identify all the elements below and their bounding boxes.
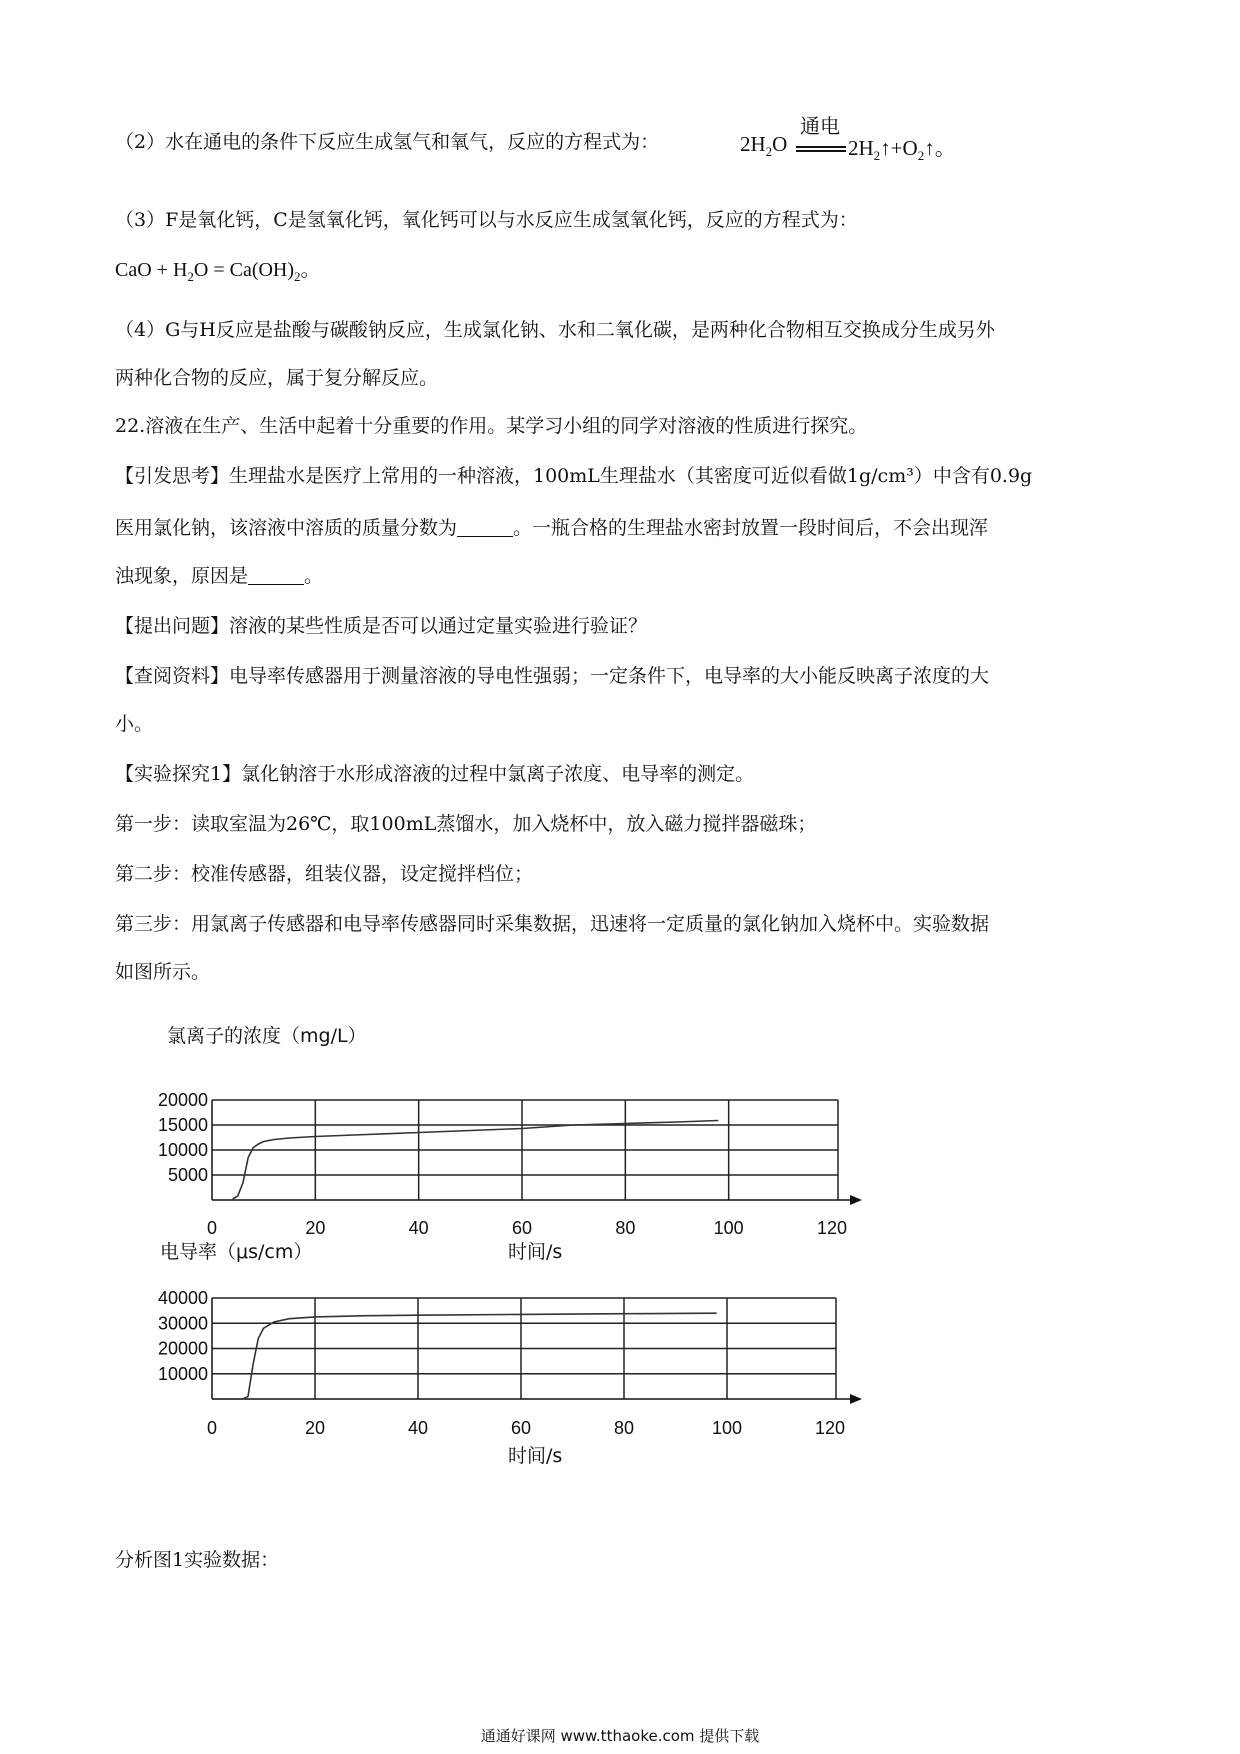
step-1: 第一步：读取室温为26℃，取100mL蒸馏水，加入烧杯中，放入磁力搅拌器磁珠； <box>115 813 817 835</box>
eq-left: $2H_2O$ <box>740 132 788 160</box>
chart-2-ylabel: 电导率（μs/cm） <box>160 1241 313 1263</box>
chart-1-ylabel: 氯离子的浓度（mg/L） <box>167 1025 367 1047</box>
answer-blank-1 <box>457 518 513 537</box>
chart2-x-tick-label: 60 <box>510 1418 532 1438</box>
chart1-x-tick-label: 0 <box>206 1218 218 1238</box>
equation-cao: CaO + $H_2O = Ca(OH)_2$。 <box>115 259 321 284</box>
analysis-line: 分析图1实验数据： <box>115 1549 280 1571</box>
equation-electrolysis <box>740 110 1030 170</box>
chart2-x-tick-label: 80 <box>613 1418 635 1438</box>
think-line-3: 浊现象，原因是 。 <box>115 565 324 587</box>
chart2-x-axis-arrow <box>850 1394 862 1404</box>
question-22: 22.溶液在生产、生活中起着十分重要的作用。某学习小组的同学对溶液的性质进行探究。 <box>115 415 868 437</box>
chart1-series-line <box>233 1121 719 1200</box>
chart1-y-tick-label: 15000 <box>157 1115 208 1135</box>
chart1-y-tick-label: 5000 <box>167 1165 208 1185</box>
step-2: 第二步：校准传感器，组装仪器，设定搅拌档位； <box>115 863 534 885</box>
chart2-y-tick-label: 10000 <box>157 1363 208 1384</box>
chart1-x-tick-label: 60 <box>511 1218 533 1238</box>
chart1-x-tick-label: 20 <box>305 1218 326 1238</box>
chart2-x-tick-label: 20 <box>304 1418 326 1438</box>
footer-watermark: 通通好课网 www.tthaoke.com 提供下载 <box>480 1727 760 1745</box>
paragraph-2 <box>115 128 659 156</box>
chart2-x-tick-label: 100 <box>711 1418 743 1438</box>
chart2-y-tick-label: 40000 <box>157 1288 208 1308</box>
chart1-x-tick-label: 100 <box>713 1218 744 1238</box>
chart1-x-tick-label: 40 <box>408 1218 429 1238</box>
conductivity-chart <box>140 1276 880 1442</box>
think-line-2: 医用氯化钠，该溶液中溶质的质量分数为 。一瓶合格的生理盐水密封放置一段时间后，不会出现浑 <box>115 517 989 539</box>
chart-2-xlabel: 时间/s <box>508 1445 563 1467</box>
step-3-line-2: 如图所示。 <box>115 961 211 983</box>
eq-right: $2H_2↑+O_2↑$。 <box>848 136 956 164</box>
chart2-series-line <box>212 1313 717 1399</box>
paragraph-4-line-2: 两种化合物的反应，属于复分解反应。 <box>115 367 439 389</box>
info-line-1: 【查阅资料】电导率传感器用于测量溶液的导电性强弱；一定条件下，电导率的大小能反映离子浓度的大 <box>115 665 990 687</box>
paragraph-4-line-1: （4）G与H反应是盐酸与碳酸钠反应，生成氯化钠、水和二氧化碳，是两种化合物相互交换成分生成另外 <box>115 319 995 341</box>
question-line: 【提出问题】溶液的某些性质是否可以通过定量实验进行验证？ <box>115 615 648 637</box>
think-line-1: 【引发思考】生理盐水是医疗上常用的一种溶液，100mL生理盐水（其密度可近似看做1g/cm³）中含有0.9g <box>115 465 1033 487</box>
step-3-line-1: 第三步：用氯离子传感器和电导率传感器同时采集数据，迅速将一定质量的氯化钠加入烧杯中。实验数据 <box>115 913 990 935</box>
chart1-y-tick-label: 10000 <box>157 1140 208 1160</box>
paragraph-2-text: （2）水在通电的条件下反应生成氢气和氧气，反应的方程式为： <box>115 131 660 153</box>
answer-blank-2 <box>248 566 304 585</box>
eq-condition: 通电 <box>800 114 840 138</box>
chart1-x-axis-arrow <box>850 1195 862 1205</box>
chart2-x-tick-label: 0 <box>206 1418 218 1438</box>
chart2-y-tick-label: 30000 <box>157 1313 208 1334</box>
info-line-2: 小。 <box>115 713 154 735</box>
chart1-y-tick-label: 20000 <box>157 1090 208 1110</box>
chart1-x-tick-label: 120 <box>816 1218 848 1238</box>
chart2-x-tick-label: 120 <box>814 1418 846 1438</box>
chloride-concentration-chart <box>140 1050 880 1250</box>
chart2-y-tick-label: 20000 <box>157 1338 208 1359</box>
chart2-x-tick-label: 40 <box>407 1418 429 1438</box>
experiment-1: 【实验探究1】氯化钠溶于水形成溶液的过程中氯离子浓度、电导率的测定。 <box>115 763 755 785</box>
chart1-x-tick-label: 80 <box>615 1218 636 1238</box>
eq-double-line <box>796 146 846 152</box>
paragraph-3: （3）F是氧化钙，C是氢氧化钙，氧化钙可以与水反应生成氢氧化钙，反应的方程式为： <box>115 209 858 231</box>
chart-1-xlabel: 时间/s <box>508 1241 563 1263</box>
